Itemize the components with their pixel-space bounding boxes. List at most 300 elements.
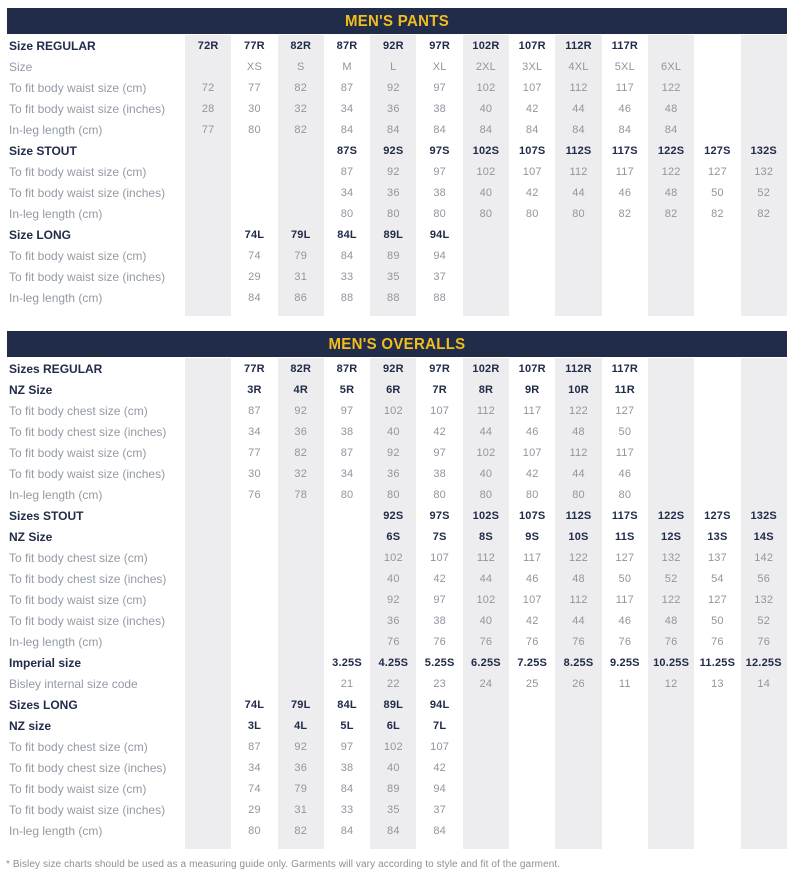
value-cell (694, 778, 740, 799)
value-cell: 36 (370, 98, 416, 119)
value-cell: 40 (463, 182, 509, 203)
value-cell: 74 (248, 782, 261, 795)
value-cell: 80 (463, 484, 509, 505)
value-cell: 77 (248, 446, 261, 459)
value-cell (463, 266, 509, 287)
value-cell: 13 (711, 677, 724, 690)
table-row (7, 287, 787, 308)
value-cell: 42 (433, 761, 446, 774)
value-cell: 127 (707, 165, 727, 178)
value-cell: 84 (433, 123, 446, 136)
value-cell (741, 421, 787, 442)
value-cell: 36 (370, 182, 416, 203)
value-cell (694, 35, 740, 56)
value-cell (741, 358, 787, 379)
row-label: To fit body waist size (inches) (9, 802, 166, 817)
table-row (7, 182, 787, 203)
value-cell: S (278, 56, 324, 77)
value-cell: 88 (370, 287, 416, 308)
value-cell: 112R (555, 35, 601, 56)
value-cell: 94 (433, 249, 446, 262)
value-cell: 102 (370, 400, 416, 421)
value-cell (509, 266, 555, 287)
value-cell: 3R (247, 383, 262, 396)
value-cell (648, 463, 694, 484)
table-row (7, 358, 787, 379)
value-cell: 84 (648, 119, 694, 140)
value-cell: 38 (340, 425, 354, 438)
value-cell (741, 245, 787, 266)
row-label: To fit body waist size (cm) (9, 592, 147, 607)
mens-overalls-title: MEN'S OVERALLS (328, 335, 466, 353)
table-row (7, 400, 787, 421)
value-cell (602, 841, 648, 849)
value-cell: 6L (370, 715, 416, 736)
value-cell (185, 442, 231, 463)
value-cell (694, 224, 740, 245)
value-cell: 97 (433, 81, 446, 94)
mens-pants-title: MEN'S PANTS (344, 12, 450, 30)
value-cell: 34 (340, 467, 354, 480)
value-cell: 46 (525, 425, 539, 438)
row-label (7, 841, 185, 849)
row-label: To fit body waist size (inches) (9, 269, 166, 284)
value-cell (555, 778, 601, 799)
value-cell: 82 (618, 207, 632, 220)
value-cell (509, 287, 555, 308)
value-cell: 12 (648, 673, 694, 694)
value-cell: 122 (648, 77, 694, 98)
value-cell (278, 505, 324, 526)
value-cell (694, 715, 740, 736)
value-cell (509, 715, 555, 736)
value-cell: 72 (185, 77, 231, 98)
value-cell (741, 287, 787, 308)
value-cell: 6.25S (463, 652, 509, 673)
row-label: In-leg length (cm) (9, 206, 103, 221)
value-cell: 4R (278, 379, 324, 400)
value-cell: 112 (555, 589, 601, 610)
value-cell (278, 203, 324, 224)
value-cell: 72R (185, 35, 231, 56)
value-cell: 76 (741, 631, 787, 652)
value-cell: 10R (555, 379, 601, 400)
value-cell: 78 (278, 484, 324, 505)
table-row (7, 98, 787, 119)
value-cell: 122 (648, 589, 694, 610)
value-cell: 122 (555, 400, 601, 421)
value-cell: 84 (340, 782, 354, 795)
value-cell (509, 820, 555, 841)
value-cell: 80 (370, 203, 416, 224)
value-cell: 94L (429, 698, 450, 711)
table-row (7, 715, 787, 736)
value-cell (185, 421, 231, 442)
value-cell: XS (246, 60, 262, 73)
table-row (7, 484, 787, 505)
value-cell (694, 245, 740, 266)
row-label: To fit body waist size (cm) (9, 248, 147, 263)
value-cell: 79 (278, 245, 324, 266)
value-cell: 82 (278, 119, 324, 140)
value-cell (602, 736, 648, 757)
value-cell: 76 (525, 635, 539, 648)
value-cell (231, 526, 277, 547)
value-cell (648, 358, 694, 379)
value-cell (648, 799, 694, 820)
value-cell: 117 (615, 593, 634, 606)
value-cell (648, 757, 694, 778)
value-cell: 38 (433, 186, 446, 199)
value-cell (648, 421, 694, 442)
value-cell (185, 631, 231, 652)
value-cell: 107 (522, 446, 542, 459)
row-label: Sizes STOUT (9, 508, 84, 523)
value-cell (602, 715, 648, 736)
row-label: To fit body waist size (cm) (9, 445, 147, 460)
value-cell (648, 694, 694, 715)
table-row (7, 119, 787, 140)
value-cell: 80 (248, 123, 261, 136)
value-cell: 80 (525, 488, 539, 501)
table-row (7, 140, 787, 161)
value-cell: 92S (370, 140, 416, 161)
table-row (7, 547, 787, 568)
value-cell: 82R (278, 35, 324, 56)
value-cell: 35 (370, 799, 416, 820)
table-row (7, 161, 787, 182)
table-row (7, 35, 787, 56)
value-cell: 76 (370, 631, 416, 652)
value-cell (278, 589, 324, 610)
table-row (7, 736, 787, 757)
value-cell: 22 (370, 673, 416, 694)
value-cell (741, 736, 787, 757)
value-cell: 48 (555, 421, 601, 442)
value-cell: 142 (741, 547, 787, 568)
value-cell: 89L (370, 224, 416, 245)
value-cell: 92 (278, 736, 324, 757)
value-cell: L (370, 56, 416, 77)
value-cell: 74L (244, 228, 265, 241)
value-cell: 84L (337, 698, 357, 711)
value-cell (648, 308, 694, 316)
value-cell (278, 631, 324, 652)
value-cell (231, 841, 277, 849)
row-label: To fit body chest size (inches) (9, 424, 167, 439)
value-cell (278, 308, 324, 316)
value-cell: 76 (711, 635, 724, 648)
value-cell: 112 (463, 547, 509, 568)
value-cell: 8.25S (555, 652, 601, 673)
value-cell: 31 (278, 799, 324, 820)
value-cell (509, 224, 555, 245)
row-label: In-leg length (cm) (9, 290, 103, 305)
value-cell (231, 161, 277, 182)
value-cell (416, 841, 462, 849)
value-cell (231, 140, 277, 161)
value-cell: 14S (741, 526, 787, 547)
value-cell: 102S (463, 505, 509, 526)
value-cell: 102 (370, 736, 416, 757)
value-cell: 89 (370, 245, 416, 266)
value-cell (741, 820, 787, 841)
value-cell: 84L (337, 228, 357, 241)
value-cell: 87S (336, 144, 358, 157)
value-cell (555, 757, 601, 778)
value-cell: 40 (463, 463, 509, 484)
value-cell: 92R (370, 35, 416, 56)
value-cell: 82 (278, 442, 324, 463)
value-cell: 8S (463, 526, 509, 547)
value-cell: 97 (433, 593, 446, 606)
value-cell: 137 (707, 551, 727, 564)
value-cell: 97 (433, 165, 446, 178)
value-cell: 6XL (648, 56, 694, 77)
mens-overalls-header (7, 331, 787, 357)
table-row (7, 778, 787, 799)
value-cell: 84 (340, 123, 354, 136)
value-cell (694, 463, 740, 484)
value-cell: 8R (463, 379, 509, 400)
value-cell (463, 778, 509, 799)
value-cell (185, 308, 231, 316)
value-cell (694, 820, 740, 841)
value-cell (694, 757, 740, 778)
value-cell: 84 (463, 119, 509, 140)
value-cell: 50 (618, 425, 632, 438)
value-cell: 40 (463, 610, 509, 631)
value-cell: 88 (340, 291, 354, 304)
value-cell: 107 (522, 81, 542, 94)
value-cell: 34 (248, 761, 261, 774)
value-cell: 11S (615, 530, 635, 543)
value-cell (463, 820, 509, 841)
value-cell: 102 (463, 161, 509, 182)
value-cell (324, 589, 370, 610)
value-cell: 44 (555, 182, 601, 203)
value-cell (602, 799, 648, 820)
value-cell (555, 820, 601, 841)
value-cell: 35 (370, 266, 416, 287)
value-cell (741, 715, 787, 736)
table-row (7, 56, 787, 77)
row-label: Size LONG (9, 227, 72, 242)
value-cell: 82R (278, 358, 324, 379)
value-cell (602, 224, 648, 245)
value-cell (555, 266, 601, 287)
value-cell: 46 (618, 467, 632, 480)
value-cell: 80 (618, 488, 632, 501)
value-cell (324, 631, 370, 652)
value-cell (185, 287, 231, 308)
value-cell (463, 799, 509, 820)
value-cell (741, 757, 787, 778)
value-cell (602, 308, 648, 316)
value-cell (741, 379, 787, 400)
value-cell: 122S (648, 505, 694, 526)
value-cell: 52 (648, 568, 694, 589)
value-cell (694, 400, 740, 421)
value-cell (231, 631, 277, 652)
value-cell (741, 841, 787, 849)
value-cell (185, 505, 231, 526)
value-cell: 117 (615, 165, 634, 178)
value-cell: 102R (463, 358, 509, 379)
row-label: Sizes REGULAR (9, 361, 103, 376)
value-cell: 117 (523, 551, 542, 564)
value-cell (185, 182, 231, 203)
value-cell: 102 (370, 547, 416, 568)
value-cell: 84 (525, 123, 539, 136)
value-cell: 127 (615, 404, 635, 417)
value-cell: 94L (429, 228, 450, 241)
value-cell (741, 799, 787, 820)
value-cell (324, 547, 370, 568)
value-cell (463, 245, 509, 266)
value-cell: 77R (244, 362, 265, 375)
value-cell (185, 245, 231, 266)
table-padding-row (7, 308, 787, 316)
value-cell (509, 799, 555, 820)
value-cell: 80 (525, 207, 539, 220)
value-cell: 87 (340, 446, 354, 459)
value-cell: 80 (433, 488, 446, 501)
value-cell (463, 736, 509, 757)
value-cell: 86 (278, 287, 324, 308)
value-cell: 122 (648, 161, 694, 182)
table-row (7, 203, 787, 224)
value-cell: 34 (248, 425, 261, 438)
value-cell: 31 (278, 266, 324, 287)
value-cell (185, 589, 231, 610)
value-cell: 36 (278, 757, 324, 778)
value-cell (694, 77, 740, 98)
value-cell (416, 308, 462, 316)
value-cell (185, 841, 231, 849)
value-cell: 38 (433, 102, 446, 115)
value-cell (555, 245, 601, 266)
value-cell: 38 (433, 467, 446, 480)
value-cell: 11.25S (699, 656, 736, 669)
value-cell (463, 694, 509, 715)
value-cell: 77 (248, 81, 261, 94)
table-body (7, 34, 787, 316)
value-cell (555, 799, 601, 820)
value-cell: 87 (340, 81, 354, 94)
value-cell (602, 820, 648, 841)
value-cell (185, 266, 231, 287)
value-cell: 44 (463, 568, 509, 589)
value-cell: 84 (340, 824, 354, 837)
value-cell (185, 203, 231, 224)
value-cell: 97 (340, 740, 354, 753)
value-cell (185, 736, 231, 757)
table-row (7, 820, 787, 841)
value-cell: 76 (648, 631, 694, 652)
row-label: Sizes LONG (9, 697, 78, 712)
row-label: Bisley internal size code (9, 676, 138, 691)
value-cell: 40 (370, 421, 416, 442)
value-cell: 23 (433, 677, 446, 690)
value-cell (231, 610, 277, 631)
value-cell (185, 799, 231, 820)
value-cell (278, 673, 324, 694)
value-cell (509, 694, 555, 715)
row-label: To fit body chest size (cm) (9, 739, 148, 754)
value-cell: 34 (340, 186, 354, 199)
table-row (7, 610, 787, 631)
value-cell: 5XL (614, 60, 635, 73)
value-cell (509, 308, 555, 316)
value-cell: 107S (518, 144, 546, 157)
footnote: * Bisley size charts should be used as a measuring guide only. Garments will vary according to style and fit of the garment. (6, 859, 561, 870)
value-cell (185, 463, 231, 484)
value-cell: 77R (244, 39, 265, 52)
value-cell: 80 (555, 484, 601, 505)
value-cell (185, 400, 231, 421)
value-cell (185, 56, 231, 77)
value-cell: 29 (248, 803, 261, 816)
value-cell: XL (432, 60, 447, 73)
value-cell (694, 799, 740, 820)
value-cell: 89 (370, 778, 416, 799)
value-cell: 50 (711, 614, 724, 627)
value-cell: 52 (741, 182, 787, 203)
table-row (7, 505, 787, 526)
value-cell: 84 (618, 123, 632, 136)
mens-overalls-table (7, 331, 787, 849)
value-cell (185, 820, 231, 841)
value-cell: 36 (370, 463, 416, 484)
value-cell (602, 287, 648, 308)
value-cell: 107 (522, 593, 542, 606)
value-cell: 76 (433, 635, 446, 648)
value-cell: 87 (248, 404, 261, 417)
value-cell: 107 (430, 740, 450, 753)
table-row (7, 526, 787, 547)
value-cell: 87R (336, 362, 358, 375)
value-cell (602, 245, 648, 266)
value-cell: 5L (340, 719, 354, 732)
value-cell (694, 421, 740, 442)
value-cell: 77 (185, 119, 231, 140)
value-cell: 117 (615, 81, 634, 94)
value-cell (602, 757, 648, 778)
value-cell (509, 245, 555, 266)
value-cell: 7R (432, 383, 447, 396)
value-cell: 42 (525, 467, 539, 480)
value-cell: 92 (370, 161, 416, 182)
row-label: To fit body waist size (inches) (9, 185, 166, 200)
value-cell: 92 (370, 589, 416, 610)
value-cell: 88 (433, 291, 446, 304)
value-cell (463, 287, 509, 308)
value-cell: 36 (370, 610, 416, 631)
value-cell: 107R (518, 39, 546, 52)
row-label: NZ Size (9, 382, 53, 397)
value-cell (231, 652, 277, 673)
value-cell: 6R (370, 379, 416, 400)
value-cell: 40 (463, 98, 509, 119)
value-cell: 7L (433, 719, 447, 732)
value-cell: 3L (247, 719, 262, 732)
value-cell: 84 (555, 119, 601, 140)
value-cell (278, 547, 324, 568)
row-label: To fit body chest size (inches) (9, 760, 167, 775)
value-cell: 12.25S (741, 652, 787, 673)
value-cell: 46 (618, 614, 632, 627)
